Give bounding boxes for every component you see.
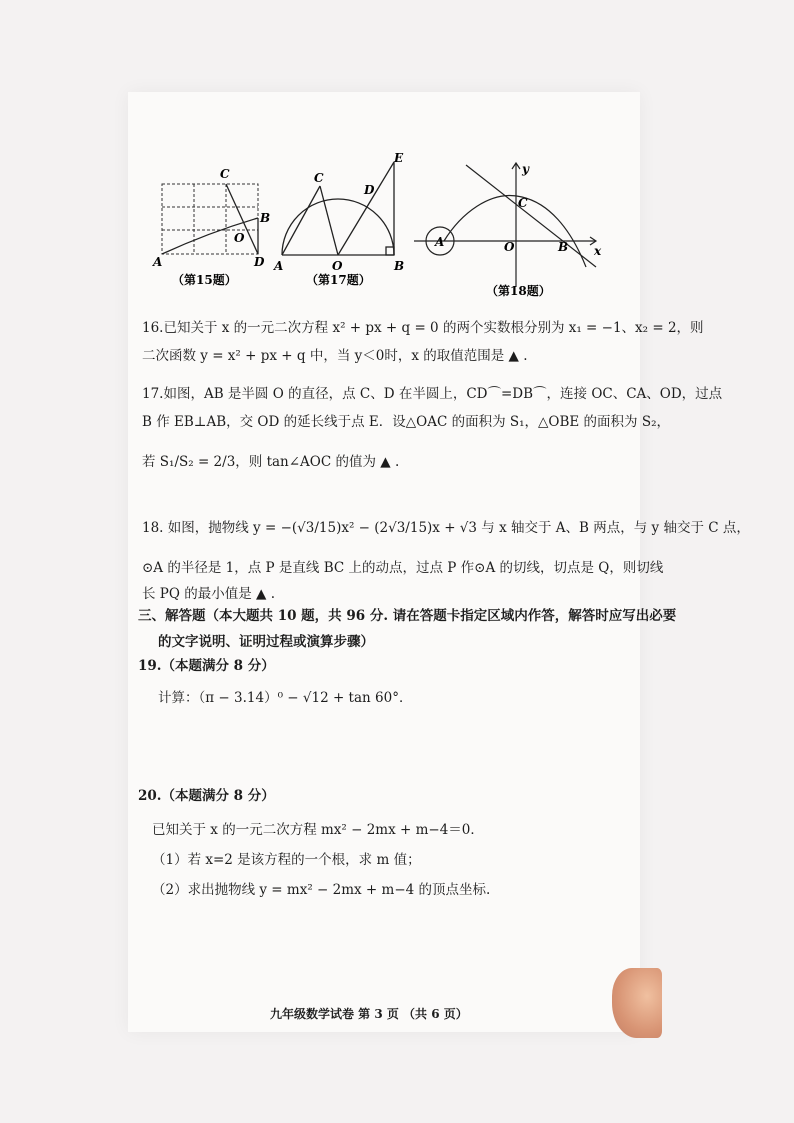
fig17-label-c: C: [314, 171, 324, 185]
fig15-label-a: A: [153, 255, 163, 269]
fig15-caption: （第15题）: [172, 273, 237, 287]
q18-line2: ⊙A 的半径是 1，点 P 是直线 BC 上的动点，过点 P 作⊙A 的切线，切点是 Q，则切线: [142, 560, 664, 576]
fig17-label-e: E: [394, 151, 404, 165]
q17-line3: 若 S₁/S₂ = 2/3，则 tan∠AOC 的值为 ▲ .: [142, 454, 400, 470]
fig15-label-d: D: [254, 255, 265, 269]
fig15-label-o: O: [234, 231, 245, 245]
q17-line2: B 作 EB⊥AB，交 OD 的延长线于点 E．设△OAC 的面积为 S₁，△OBE 的面积为 S₂，: [142, 414, 671, 430]
figure-15: [150, 162, 270, 292]
q19-body: 计算：（π − 3.14）⁰ − √12 + tan 60°．: [158, 690, 413, 706]
section3-heading-line1: 三、解答题（本大题共 10 题，共 96 分. 请在答题卡指定区域内作答，解答时应写出必要: [138, 608, 677, 624]
fig18-label-a: A: [435, 235, 445, 249]
thumb-photo-artifact: [612, 968, 662, 1038]
fig17-label-a: A: [274, 259, 284, 273]
q20-part1: （1）若 x=2 是该方程的一个根，求 m 值；: [152, 852, 421, 868]
section3-heading-line2: 的文字说明、证明过程或演算步骤）: [158, 634, 374, 650]
q20-part2: （2）求出抛物线 y = mx² − 2mx + m−4 的顶点坐标.: [152, 882, 491, 898]
q20-line1: 已知关于 x 的一元二次方程 mx² − 2mx + m−4＝0．: [152, 822, 484, 838]
fig18-caption: （第18题）: [486, 284, 551, 298]
q17-line1: 17.如图，AB 是半圆 O 的直径，点 C、D 在半圆上，CD⌒=DB⌒，连接 OC、CA、OD，过点: [142, 386, 723, 402]
q19-title: 19.（本题满分 8 分）: [138, 658, 275, 674]
fig18-label-b: B: [558, 240, 569, 254]
q18-line1: 18. 如图，抛物线 y = −(√3/15)x² − (2√3/15)x + √3 与 x 轴交于 A、B 两点，与 y 轴交于 C 点，: [142, 520, 750, 536]
fig15-label-c: C: [220, 167, 230, 181]
fig18-label-x: x: [594, 244, 602, 258]
q16-line1: 16.已知关于 x 的一元二次方程 x² + px + q = 0 的两个实数根分别为 x₁ = −1、x₂ = 2，则: [142, 320, 704, 336]
fig15-label-b: B: [260, 211, 270, 225]
q16-line2: 二次函数 y = x² + px + q 中，当 y＜0时，x 的取值范围是 ▲ .: [142, 348, 528, 364]
fig17-caption: （第17题）: [306, 273, 371, 287]
page-footer: 九年级数学试卷 第 3 页 （共 6 页）: [270, 1007, 468, 1021]
fig18-label-y: y: [522, 162, 529, 176]
q18-line3: 长 PQ 的最小值是 ▲ .: [142, 586, 275, 602]
fig18-label-o: O: [504, 240, 515, 254]
fig17-label-o: O: [332, 259, 343, 273]
q20-title: 20.（本题满分 8 分）: [138, 788, 275, 804]
figure-17: [270, 150, 415, 290]
fig17-label-d: D: [364, 183, 375, 197]
figure-18: [410, 155, 605, 300]
fig18-label-c: C: [518, 196, 528, 210]
fig17-label-b: B: [394, 259, 405, 273]
